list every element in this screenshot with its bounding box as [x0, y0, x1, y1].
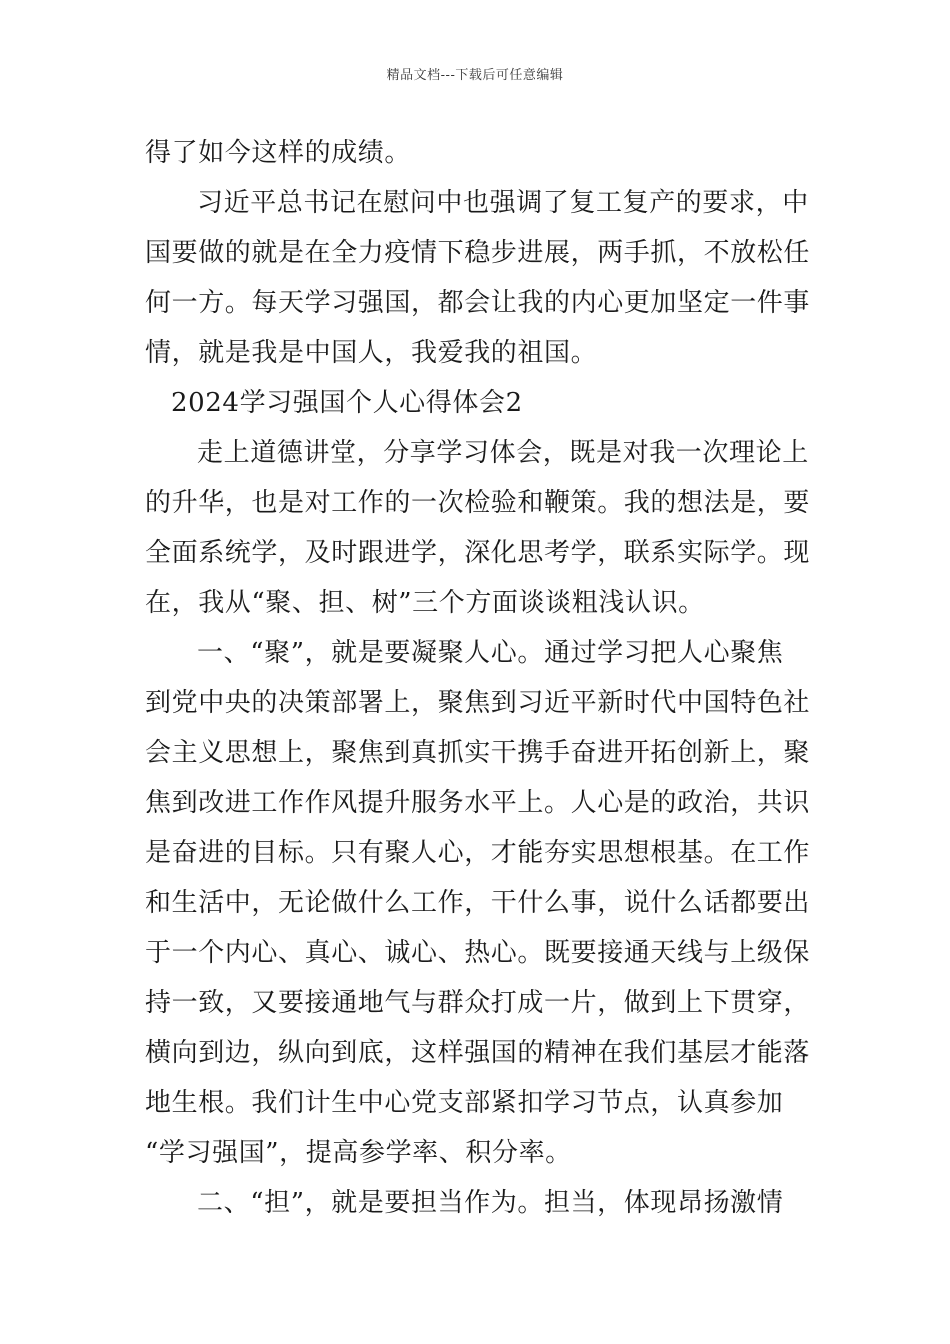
text-line: 地生根。我们计生中心党支部紧扣学习节点，认真参加 — [145, 1088, 784, 1118]
text-line: 在，我从“聚、担、树”三个方面谈谈粗浅认识。 — [145, 588, 705, 618]
text-line: 会主义思想上，聚焦到真抓实干携手奋进开拓创新上，聚 — [145, 738, 811, 768]
text-line: 横向到边，纵向到底，这样强国的精神在我们基层才能落 — [145, 1038, 811, 1068]
text-line: 全面系统学，及时跟进学，深化思考学，联系实际学。现 — [145, 538, 811, 568]
text-line: 一、“聚”，就是要凝聚人心。通过学习把人心聚焦 — [197, 638, 784, 668]
text-line: 到党中央的决策部署上，聚焦到习近平新时代中国特色社 — [145, 688, 811, 718]
text-line: 的升华，也是对工作的一次检验和鞭策。我的想法是，要 — [145, 488, 811, 518]
text-line: 焦到改进工作作风提升服务水平上。人心是的政治，共识 — [145, 788, 811, 818]
text-line: 持一致，又要接通地气与群众打成一片，做到上下贯穿， — [145, 988, 811, 1018]
text-line: 于一个内心、真心、诚心、热心。既要接通天线与上级保 — [145, 938, 811, 968]
document-body — [145, 128, 810, 1228]
text-line: 情，就是我是中国人，我爱我的祖国。 — [145, 338, 598, 368]
text-line: 二、“担”，就是要担当作为。担当，体现昂扬激情 — [197, 1188, 784, 1218]
text-line: 得了如今这样的成绩。 — [145, 138, 412, 168]
page-header: 精品文档---下载后可任意编辑 — [386, 68, 564, 83]
text-line: “学习强国”，提高参学率、积分率。 — [145, 1138, 572, 1168]
text-line: 和生活中，无论做什么工作，干什么事，说什么话都要出 — [145, 888, 811, 918]
text-line: 是奋进的目标。只有聚人心，才能夯实思想根基。在工作 — [145, 838, 811, 868]
text-line: 国要做的就是在全力疫情下稳步进展，两手抓，不放松任 — [145, 238, 811, 268]
text-line: 习近平总书记在慰问中也强调了复工复产的要求，中 — [197, 188, 809, 218]
text-line: 走上道德讲堂，分享学习体会，既是对我一次理论上 — [197, 438, 809, 468]
text-line: 何一方。每天学习强国，都会让我的内心更加坚定一件事 — [145, 288, 811, 318]
section-heading: 2024学习强国个人心得体会2 — [171, 388, 523, 418]
